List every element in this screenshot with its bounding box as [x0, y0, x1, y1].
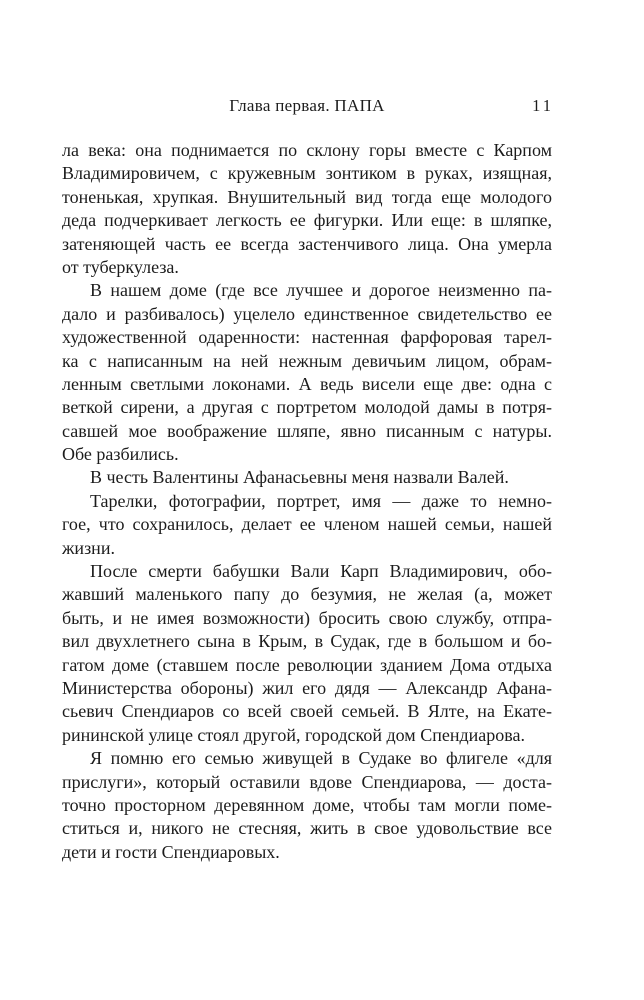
text-line: ленным светлыми локонами. А ведь висели еще две: одна с: [62, 373, 552, 394]
text-line: ка с написанным на ней нежным девичьим лицом, обрам-: [62, 350, 552, 371]
paragraph: [62, 466, 552, 489]
text-line: Тарелки, фотографии, портрет, имя — даже то немно-: [90, 490, 552, 511]
text-line: дети и гости Спендиаровых.: [62, 841, 280, 862]
body-text: [62, 139, 552, 864]
text-line: После смерти бабушки Вали Карп Владимирович, обо-: [90, 561, 552, 582]
text-line: художественной одаренности: настенная фарфоровая тарел-: [62, 327, 552, 348]
text-line: Я помню его семью живущей в Судаке во флигеле «для: [90, 748, 552, 769]
text-line: вил двухлетнего сына в Крым, в Судак, где в большом и бо-: [62, 631, 552, 652]
page-number: 11: [532, 96, 554, 115]
text-line: от туберкулеза.: [62, 256, 179, 277]
text-line: Министерства обороны) жил его дядя — Александр Афана-: [62, 677, 552, 698]
text-line: В нашем доме (где все лучшее и дорогое неизменно па-: [90, 280, 552, 301]
text-line: точно просторном деревянном доме, чтобы там могли поме-: [62, 794, 552, 815]
paragraph: [62, 560, 552, 747]
text-line: деда подчеркивает легкость ее фигурки. Или еще: в шляпке,: [62, 210, 552, 231]
text-line: быть, и не имея возможности) бросить свою службу, отпра-: [62, 607, 552, 628]
text-line: ститься и, никого не стесняя, жить в свое удовольствие все: [62, 818, 552, 839]
paragraph: [62, 490, 552, 560]
text-line: жавший маленького папу до безумия, не желая (а, может: [62, 584, 552, 605]
text-line: В честь Валентины Афанасьевны меня назвали Валей.: [90, 467, 509, 488]
text-line: тоненькая, хрупкая. Внушительный вид тогда еще молодого: [62, 186, 552, 207]
text-line: прислуги», который оставили вдове Спендиарова, — доста-: [62, 771, 552, 792]
running-head: [62, 95, 552, 117]
text-line: рининской улице стоял другой, городской дом Спендиарова.: [62, 724, 525, 745]
text-line: савшей мое воображение шляпе, явно писанным с натуры.: [62, 420, 552, 441]
text-line: Владимировичем, с кружевным зонтиком в руках, изящная,: [62, 163, 552, 184]
text-line: Обе разбились.: [62, 444, 179, 465]
text-line: гатом доме (ставшем после революции зданием Дома отдыха: [62, 654, 552, 675]
paragraph: [62, 279, 552, 466]
text-line: затеняющей часть ее всегда застенчивого лица. Она умерла: [62, 233, 552, 254]
paragraph: [62, 139, 552, 279]
text-line: гое, что сохранилось, делает ее членом нашей семьи, нашей: [62, 514, 552, 535]
text-line: ла века: она поднимается по склону горы вместе с Карпом: [62, 140, 552, 160]
paragraph: [62, 747, 552, 864]
text-line: сьевич Спендиаров со всей своей семьей. В Ялте, на Екате-: [62, 701, 552, 722]
text-line: жизни.: [62, 537, 115, 558]
chapter-title: Глава первая. ПАПА: [229, 96, 385, 115]
text-line: дало и разбивалось) уцелело единственное свидетельство ее: [62, 303, 552, 324]
text-line: веткой сирени, а другая с портретом молодой дамы в потря-: [62, 397, 552, 418]
